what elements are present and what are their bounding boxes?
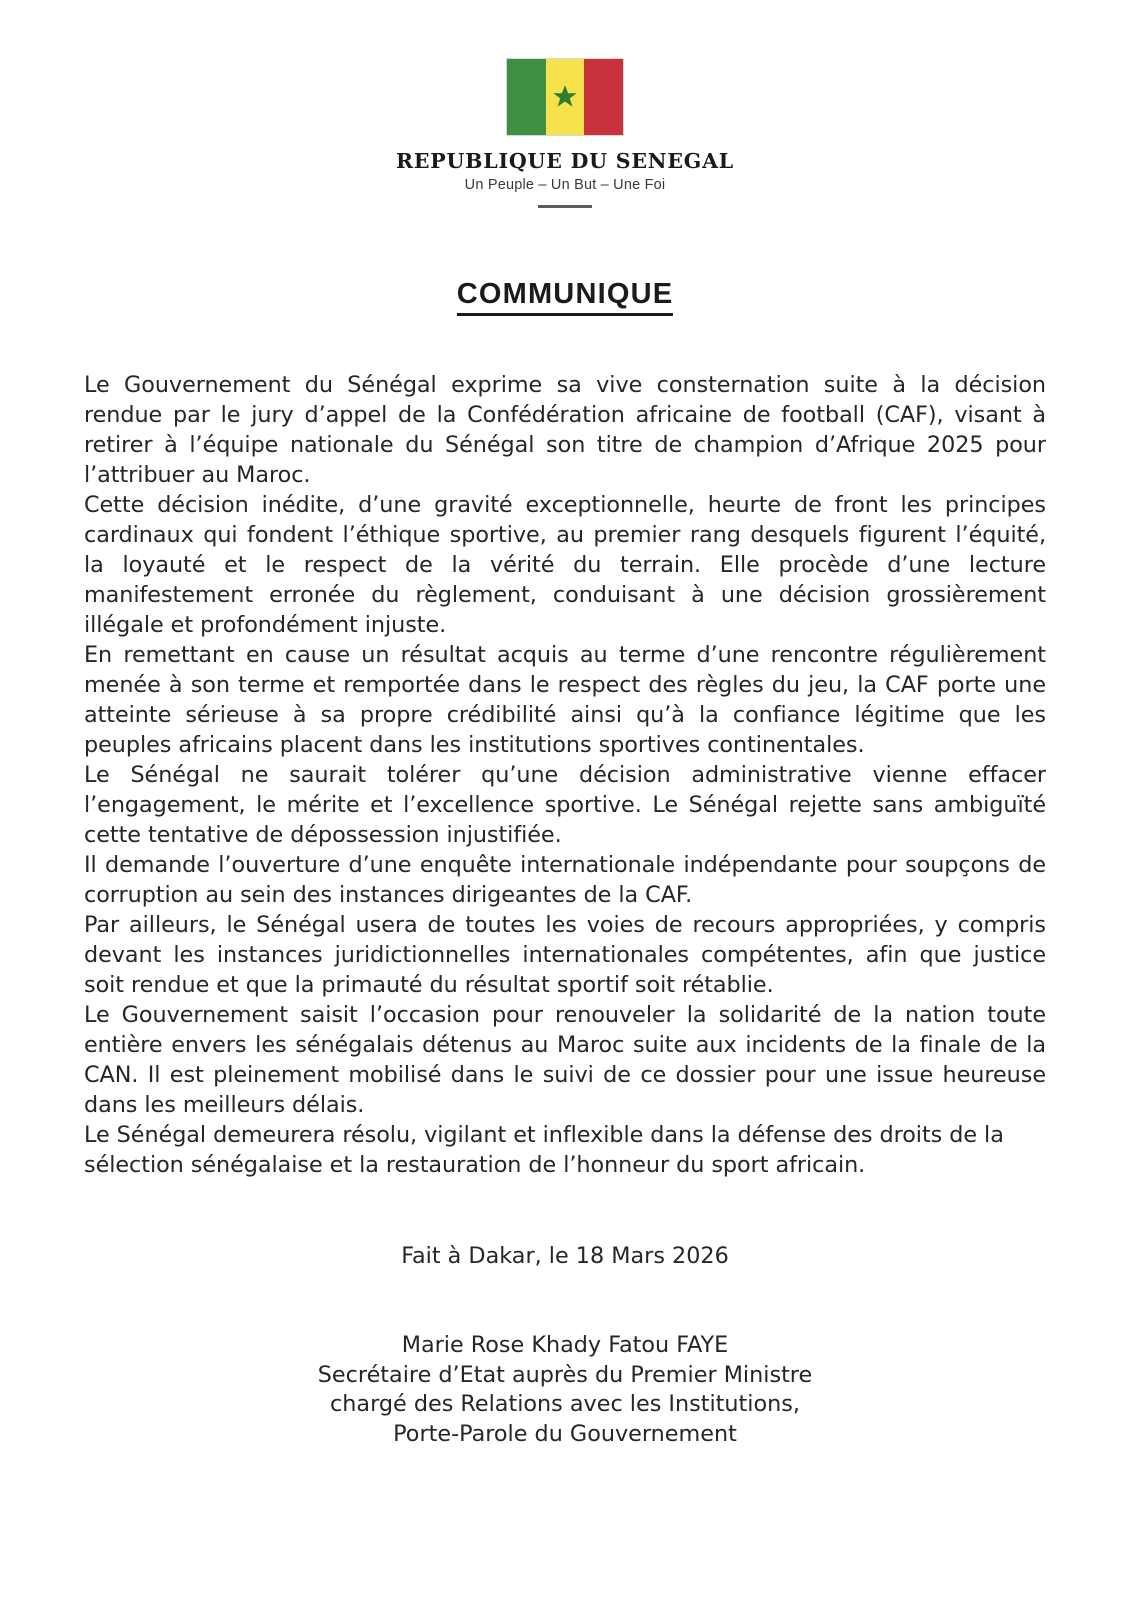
body-paragraph: En remettant en cause un résultat acquis au terme d’une rencontre régulièrement menée à son terme et remportée dans le respect des règles du jeu, la CAF porte une atteinte sérieuse à sa propre crédibilité ainsi qu’à la confiance légitime que les peuples africains placent dans les institutions sportives continentales.	[84, 642, 1046, 759]
body-paragraph: Le Sénégal demeurera résolu, vigilant et inflexible dans la défense des droits de la sélection sénégalaise et la restauration de l’honneur du sport africain.	[84, 1122, 1004, 1179]
body-paragraph: Par ailleurs, le Sénégal usera de toutes les voies de recours appropriées, y compris devant les instances juridictionnelles internationales compétentes, afin que justice soit rendue et que la primauté du résultat sportif soit rétablie.	[84, 912, 1046, 999]
body-paragraph: Le Gouvernement saisit l’occasion pour renouveler la solidarité de la nation toute entière envers les sénégalais détenus au Maroc suite aux incidents de la finale de la CAN. Il est pleinement mobilisé dans le suivi de ce dossier pour une issue heureuse dans les meilleurs délais.	[84, 1002, 1046, 1119]
signatory-title-line-2: chargé des Relations avec les Institutions,	[330, 1391, 800, 1418]
signature-block	[0, 1331, 1130, 1450]
flag-band-green	[507, 59, 546, 135]
republic-name: REPUBLIQUE DU SENEGAL	[396, 149, 734, 173]
page-title-text: COMMUNIQUE	[457, 278, 674, 316]
star-icon	[552, 83, 578, 109]
letterhead-divider	[538, 205, 592, 208]
body-paragraph: Cette décision inédite, d’une gravité exceptionnelle, heurte de front les principes cardinaux qui fondent l’éthique sportive, au premier rang desquels figurent l’équité, la loyauté et le respect de la vérité du terrain. Elle procède d’une lecture manifestement erronée du règlement, conduisant à une décision grossièrement illégale et profondément injuste.	[84, 492, 1046, 639]
signatory-title-line-1: Secrétaire d’Etat auprès du Premier Ministre	[317, 1361, 813, 1388]
document-body	[84, 371, 1046, 1181]
body-paragraph: Le Sénégal ne saurait tolérer qu’une décision administrative vienne effacer l’engagement, le mérite et l’excellence sportive. Le Sénégal rejette sans ambiguïté cette tentative de dépossession injustifiée.	[84, 762, 1046, 849]
flag-band-red	[584, 59, 623, 135]
place-and-date: Fait à Dakar, le 18 Mars 2026	[401, 1243, 729, 1270]
republic-motto: Un Peuple – Un But – Une Foi	[464, 176, 666, 193]
signatory-name: Marie Rose Khady Fatou FAYE	[401, 1332, 729, 1359]
senegal-flag-icon	[506, 58, 624, 136]
signatory-title-line-3: Porte-Parole du Gouvernement	[393, 1420, 737, 1447]
body-paragraph: Le Gouvernement du Sénégal exprime sa vive consternation suite à la décision rendue par le jury d’appel de la Confédération africaine de football (CAF), visant à retirer à l’équipe nationale du Sénégal son titre de champion d’Afrique 2025 pour l’attribuer au Maroc.	[84, 372, 1046, 489]
letterhead	[0, 0, 1130, 208]
page-title	[0, 278, 1130, 311]
body-paragraph: Il demande l’ouverture d’une enquête internationale indépendante pour soupçons de corruption au sein des instances dirigeantes de la CAF.	[84, 852, 1046, 909]
